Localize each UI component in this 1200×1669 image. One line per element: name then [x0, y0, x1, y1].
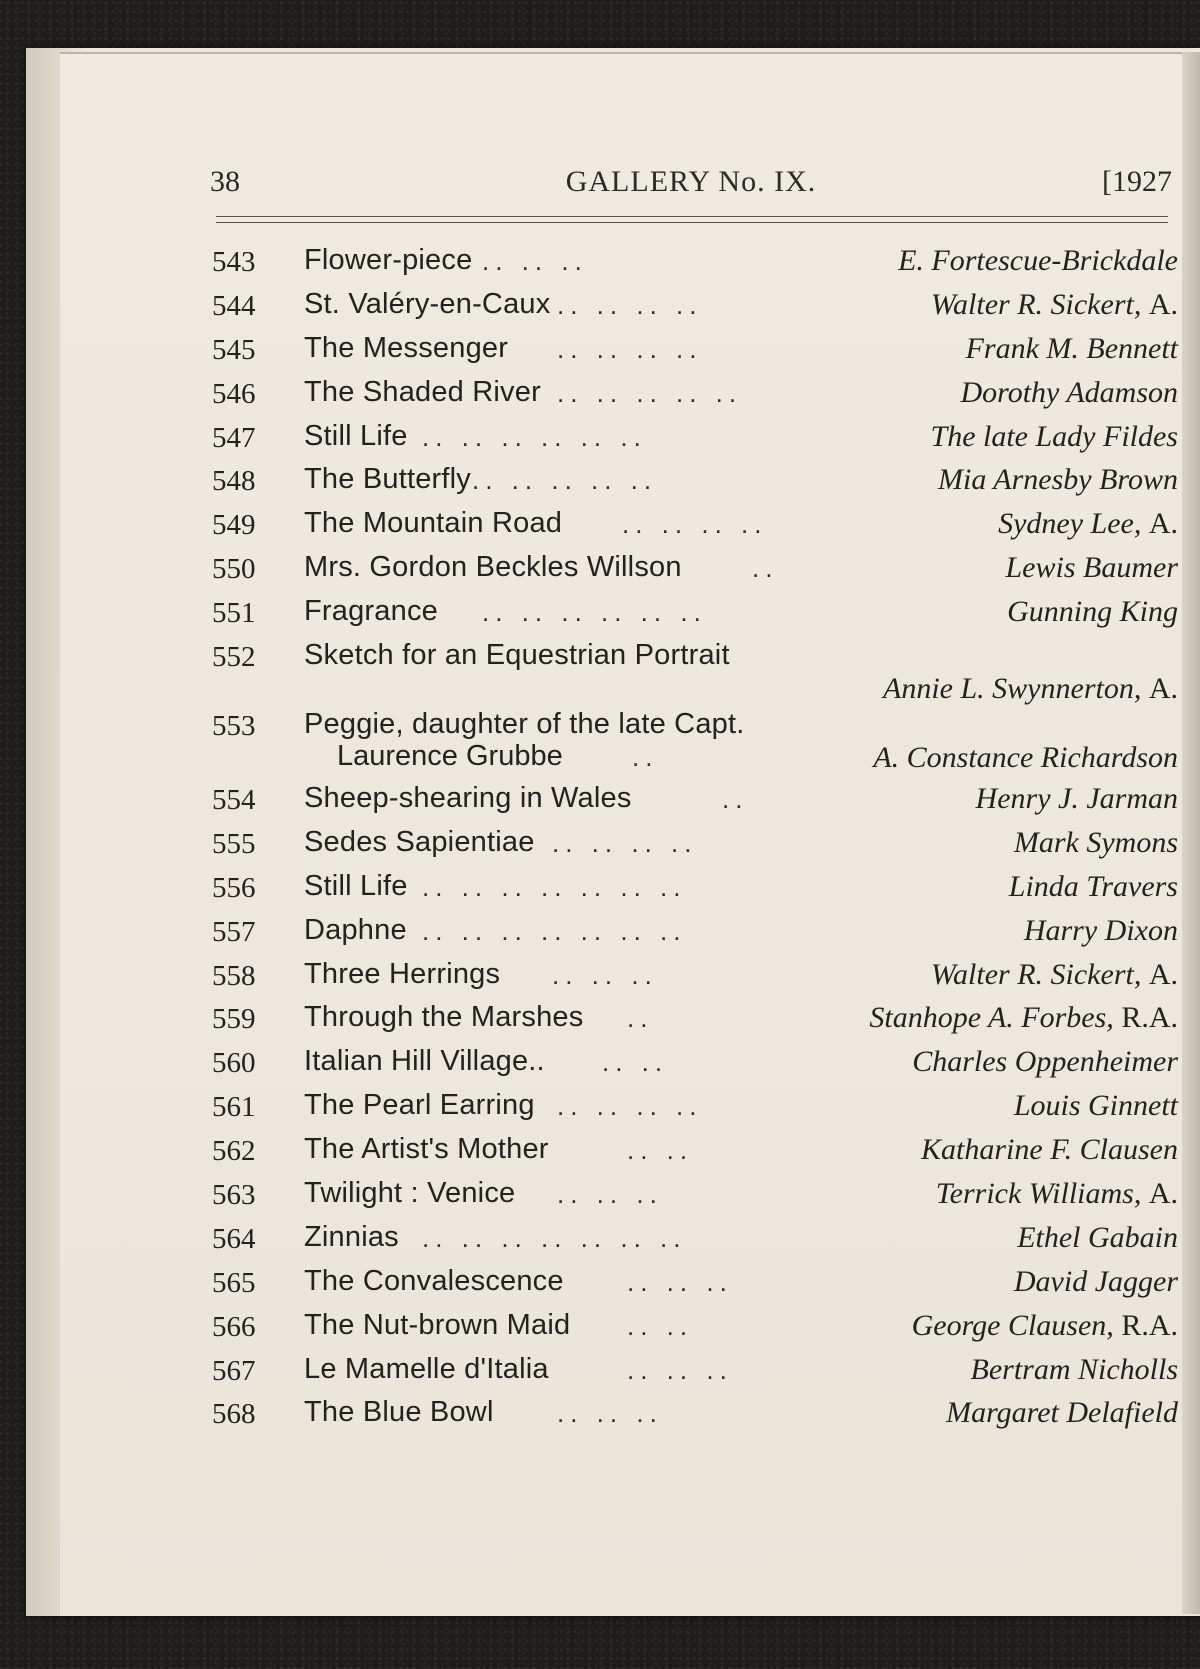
artist-name: E. Fortescue-Brickdale	[898, 244, 1178, 277]
artist-name: Ethel Gabain	[1017, 1220, 1178, 1254]
artist-name: Frank M. Bennett	[965, 331, 1178, 365]
catalogue-entry	[212, 1177, 1178, 1221]
dot-leader: .. .. ..	[552, 959, 658, 990]
page-number: 38	[210, 165, 240, 198]
entry-number: 553	[212, 710, 256, 743]
artist-honor: A.	[1148, 287, 1178, 321]
catalogue-entry	[212, 1133, 1178, 1177]
entry-artist	[1024, 914, 1178, 948]
entry-number: 568	[212, 1398, 256, 1431]
catalogue-entry	[212, 870, 1178, 914]
entry-number: 564	[212, 1222, 256, 1255]
entry-number: 561	[212, 1091, 256, 1124]
entry-number: 549	[212, 509, 256, 542]
dot-leader: .. .. ..	[482, 246, 588, 276]
artist-name: Bertram Nicholls	[970, 1352, 1178, 1386]
entry-number: 556	[212, 871, 256, 904]
dot-leader: .. .. .. ..	[557, 333, 703, 364]
entry-title: The Convalescence	[304, 1264, 564, 1297]
entry-artist	[873, 741, 1178, 775]
artist-honor: R.A.	[1121, 1308, 1178, 1342]
artist-honor: A.	[1148, 1177, 1178, 1211]
dot-leader: .. .. .. ..	[557, 1091, 703, 1122]
entry-artist	[1006, 551, 1179, 585]
dot-leader: .. .. .. .. ..	[557, 377, 743, 408]
entry-number: 547	[212, 421, 256, 454]
entry-title: Daphne	[304, 913, 407, 946]
entry-artist	[938, 463, 1178, 497]
dot-leader: .. .. .. .. .. .. ..	[422, 915, 687, 946]
entry-artist	[1007, 595, 1178, 629]
catalogue-entry	[212, 507, 1178, 551]
entry-list	[212, 244, 1178, 1440]
artist-name: Sydney Lee,	[998, 507, 1142, 541]
dot-leader: .. .. .. .. ..	[472, 465, 658, 496]
artist-honor: R.A.	[1121, 1001, 1178, 1035]
entry-artist	[936, 1177, 1178, 1211]
catalogue-entry	[212, 708, 1178, 782]
artist-name: Mark Symons	[1013, 825, 1178, 859]
dot-leader: .. .. .. .. .. .. ..	[422, 871, 687, 902]
catalogue-entry	[212, 463, 1178, 507]
entry-title: Twilight : Venice	[304, 1177, 516, 1210]
artist-name: A. Constance Richardson	[873, 741, 1178, 775]
entry-title: Still Life	[304, 869, 408, 902]
catalogue-entry	[212, 376, 1178, 420]
entry-number: 558	[212, 959, 256, 992]
entry-artist	[946, 1396, 1178, 1430]
entry-artist	[998, 507, 1178, 541]
artist-name: Charles Oppenheimer	[912, 1045, 1178, 1079]
artist-honor: A.	[1148, 957, 1178, 991]
catalogue-year: [1927	[1102, 165, 1172, 198]
entry-title: Zinnias	[304, 1220, 399, 1253]
entry-artist	[912, 1045, 1178, 1079]
artist-name: The late Lady Fildes	[930, 419, 1178, 453]
entry-title: The Blue Bowl	[304, 1396, 494, 1429]
artist-name: Stanhope A. Forbes,	[869, 1001, 1114, 1035]
entry-title: Still Life	[304, 419, 408, 452]
entry-title: Le Mamelle d'Italia	[304, 1352, 549, 1385]
entry-artist	[1014, 1089, 1178, 1123]
artist-name: Henry J. Jarman	[975, 782, 1178, 816]
catalogue-entry	[212, 639, 1178, 708]
entry-title: The Messenger	[304, 331, 509, 364]
catalogue-entry	[212, 551, 1178, 595]
entry-artist	[931, 420, 1178, 454]
catalogue-entry	[212, 595, 1178, 639]
catalogue-entry	[212, 1353, 1178, 1397]
catalogue-entry	[212, 332, 1178, 376]
catalogue-entry	[212, 826, 1178, 870]
entry-title: Sedes Sapientiae	[304, 825, 535, 858]
catalogue-entry	[212, 1089, 1178, 1133]
entry-number: 545	[212, 333, 256, 366]
entry-title: Peggie, daughter of the late Capt.	[304, 708, 745, 741]
header-rule-top	[216, 216, 1168, 217]
entry-artist	[971, 1353, 1179, 1387]
entry-artist	[1014, 1265, 1178, 1299]
catalogue-entry	[212, 288, 1178, 332]
entry-artist	[976, 782, 1178, 816]
entry-artist	[961, 376, 1179, 410]
entry-number: 544	[212, 289, 256, 322]
entry-artist	[1009, 870, 1178, 904]
artist-name: Gunning King	[1007, 595, 1178, 629]
entry-title: Mrs. Gordon Beckles Willson	[304, 551, 682, 584]
entry-title: Three Herrings	[304, 957, 501, 990]
gallery-title: GALLERY No. IX.	[565, 165, 817, 198]
entry-title: St. Valéry-en-Caux	[304, 287, 551, 320]
entry-number: 550	[212, 553, 256, 586]
dot-leader: .. .. .. ..	[557, 289, 703, 320]
artist-name: Katharine F. Clausen	[921, 1133, 1178, 1167]
artist-name: Linda Travers	[1008, 869, 1178, 903]
entry-title: Fragrance	[304, 595, 438, 628]
entry-artist	[1017, 1221, 1178, 1255]
entry-artist	[921, 1133, 1178, 1167]
entry-title: Through the Marshes	[304, 1001, 584, 1034]
entry-title: Sketch for an Equestrian Portrait	[304, 639, 730, 672]
artist-name: David Jagger	[1013, 1264, 1178, 1298]
entry-artist	[883, 672, 1178, 706]
artist-honor: A.	[1148, 672, 1178, 706]
artist-honor: A.	[1148, 507, 1178, 541]
catalogue-entry	[212, 1221, 1178, 1265]
dot-leader: ..	[627, 1003, 654, 1034]
entry-number: 563	[212, 1179, 256, 1212]
entry-title: The Shaded River	[304, 375, 541, 408]
entry-number: 552	[212, 641, 256, 674]
entry-title: The Mountain Road	[304, 507, 563, 540]
catalogue-entry	[212, 1045, 1178, 1089]
entry-number: 548	[212, 465, 256, 498]
entry-artist	[869, 1001, 1178, 1035]
artist-name: Walter R. Sickert,	[930, 287, 1142, 321]
catalogue-entry	[212, 1396, 1178, 1440]
artist-name: Louis Ginnett	[1013, 1089, 1178, 1123]
dot-leader: .. .. .. .. .. .. ..	[422, 1222, 687, 1253]
dot-leader: .. .. ..	[557, 1398, 663, 1429]
artist-name: Harry Dixon	[1023, 913, 1178, 947]
entry-title: The Nut-brown Maid	[304, 1308, 571, 1341]
entry-artist	[931, 958, 1178, 992]
header-rule-bottom	[216, 222, 1168, 223]
catalogue-entry	[212, 1001, 1178, 1045]
entry-number: 557	[212, 915, 256, 948]
dot-leader: .. .. .. ..	[552, 827, 698, 858]
entry-number: 566	[212, 1310, 256, 1343]
page-header	[210, 165, 1172, 209]
entry-title: The Butterfly	[304, 463, 471, 496]
artist-name: Margaret Delafield	[946, 1396, 1178, 1430]
dot-leader: .. ..	[627, 1310, 694, 1341]
entry-title-continued: Laurence Grubbe	[337, 740, 563, 773]
entry-number: 555	[212, 827, 256, 860]
dot-leader: .. .. .. .. .. ..	[482, 597, 707, 628]
artist-name: George Clausen,	[911, 1308, 1114, 1342]
entry-number: 559	[212, 1003, 256, 1036]
dot-leader: .. ..	[627, 1135, 694, 1166]
dot-leader: .. .. ..	[627, 1266, 733, 1297]
dot-leader: .. .. .. ..	[622, 509, 768, 540]
dot-leader: .. .. ..	[557, 1179, 663, 1210]
dot-leader: ..	[632, 742, 659, 773]
entry-number: 551	[212, 597, 256, 630]
page-edge	[1182, 52, 1200, 1614]
dot-leader: .. .. .. .. .. ..	[422, 421, 647, 452]
entry-artist	[966, 332, 1178, 366]
entry-number: 543	[212, 246, 256, 278]
artist-name: Dorothy Adamson	[960, 375, 1178, 409]
catalogue-entry	[212, 958, 1178, 1002]
artist-name: Walter R. Sickert,	[930, 957, 1142, 991]
entry-number: 562	[212, 1135, 256, 1168]
dot-leader: .. .. ..	[627, 1354, 733, 1385]
entry-title: Italian Hill Village..	[304, 1045, 545, 1078]
catalogue-entry	[212, 1265, 1178, 1309]
dot-leader: .. ..	[602, 1047, 669, 1078]
entry-title: Sheep-shearing in Wales	[304, 782, 632, 815]
artist-name: Annie L. Swynnerton,	[883, 672, 1142, 706]
catalogue-entry	[212, 1309, 1178, 1353]
catalogue-entry	[212, 420, 1178, 464]
entry-number: 546	[212, 377, 256, 410]
catalogue-entry	[212, 244, 1178, 288]
artist-name: Terrick Williams,	[935, 1177, 1142, 1211]
catalogue-entry	[212, 914, 1178, 958]
entry-number: 560	[212, 1047, 256, 1080]
dot-leader: ..	[722, 784, 749, 815]
entry-title: The Pearl Earring	[304, 1089, 535, 1122]
entry-artist	[931, 288, 1178, 322]
artist-name: Mia Arnesby Brown	[938, 463, 1178, 497]
entry-artist	[898, 244, 1178, 278]
entry-number: 565	[212, 1266, 256, 1299]
catalogue-entry	[212, 782, 1178, 826]
entry-title: The Artist's Mother	[304, 1133, 549, 1166]
dot-leader: ..	[752, 553, 779, 584]
artist-name: Lewis Baumer	[1005, 551, 1178, 585]
entry-artist	[912, 1309, 1178, 1343]
entry-artist	[1014, 826, 1178, 860]
entry-title: Flower-piece	[304, 244, 473, 276]
entry-number: 567	[212, 1354, 256, 1387]
entry-number: 554	[212, 784, 256, 817]
